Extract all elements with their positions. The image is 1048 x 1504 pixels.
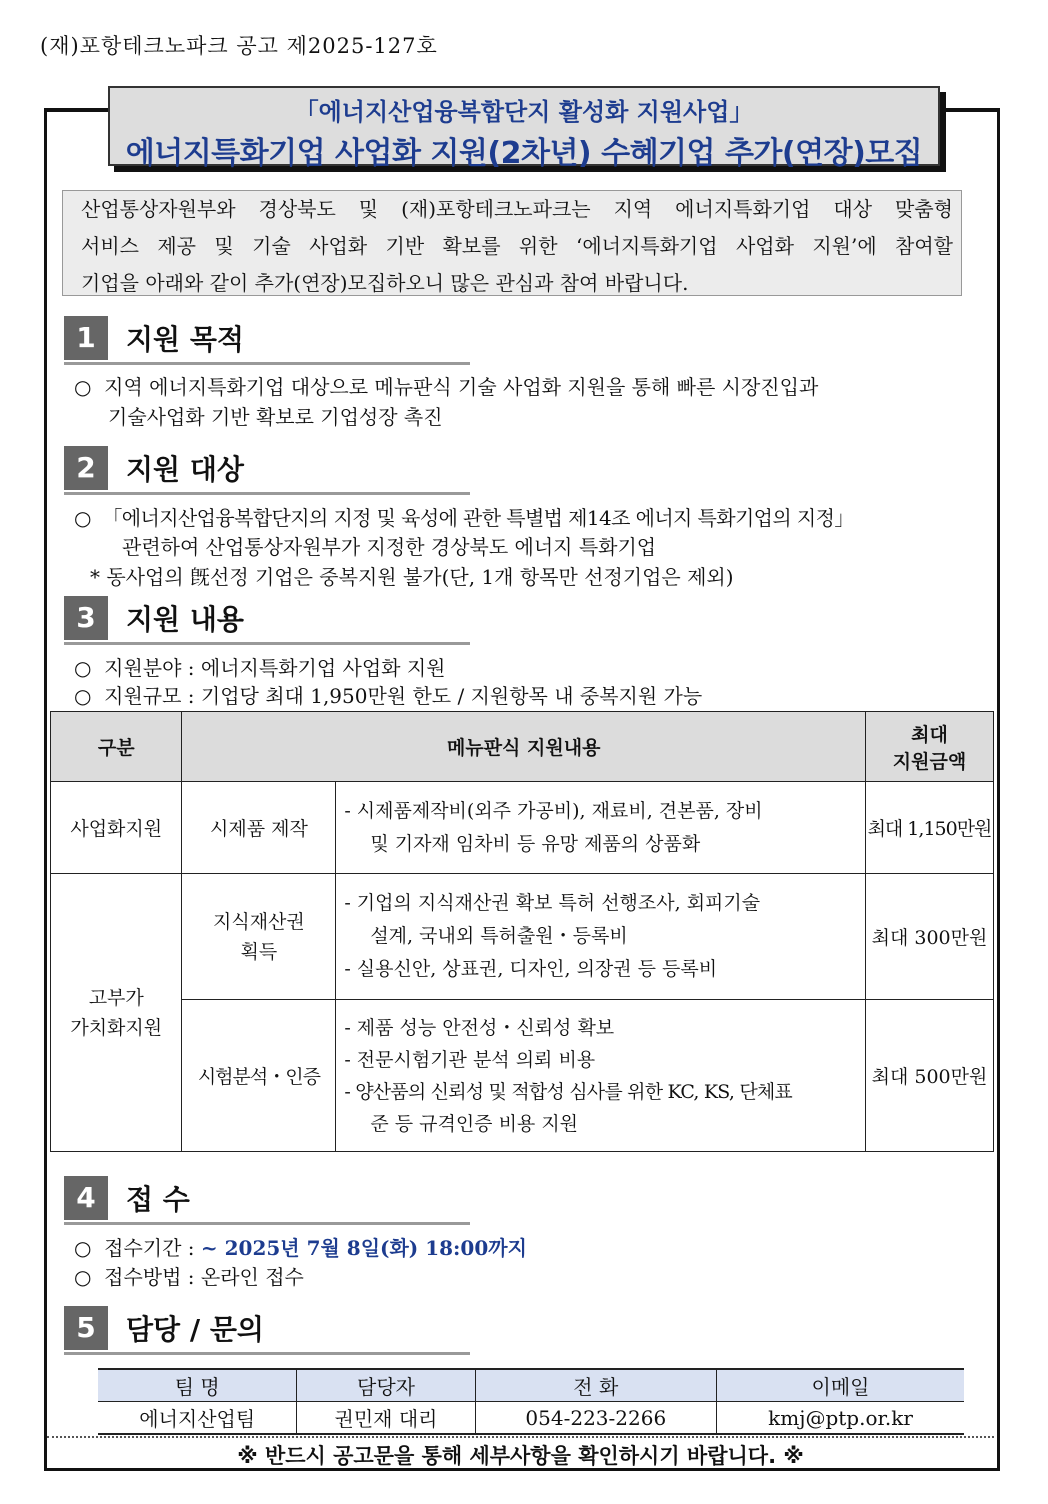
support-table bbox=[50, 711, 994, 1152]
period-label: 접수기간 : bbox=[104, 1236, 201, 1260]
period-value: ~ 2025년 7월 8일(화) 18:00까지 bbox=[200, 1236, 527, 1260]
contact-row bbox=[98, 1402, 964, 1435]
target-text: 「에너지산업융복합단지의 지정 및 육성에 관한 특별법 제14조 에너지 특화기업의 지정」 bbox=[102, 506, 854, 530]
header-category: 구분 bbox=[51, 712, 182, 782]
bullet-icon: ○ bbox=[74, 684, 92, 708]
section-number: 3 bbox=[64, 596, 108, 640]
item-cell bbox=[182, 874, 336, 1000]
desc-line: - 실용신안, 상표권, 디자인, 의장권 등 등록비 bbox=[344, 958, 718, 980]
contact-header-email: 이메일 bbox=[717, 1369, 964, 1402]
intro-box bbox=[62, 190, 962, 296]
bullet-icon: ○ bbox=[74, 656, 92, 680]
reception-period bbox=[74, 1232, 527, 1261]
bullet-icon: ○ bbox=[74, 1236, 92, 1260]
item-line: 획득 bbox=[240, 940, 278, 963]
title-box bbox=[108, 86, 940, 171]
notice-number: (재)포항테크노파크 공고 제2025-127호 bbox=[40, 34, 438, 58]
desc-line: - 제품 성능 안전성・신뢰성 확보 bbox=[344, 1016, 615, 1039]
desc-line: 준 등 규격인증 비용 지원 bbox=[370, 1112, 579, 1135]
section-underline bbox=[64, 492, 470, 495]
purpose-text: 지역 에너지특화기업 대상으로 메뉴판식 기술 사업화 지원을 통해 빠른 시장진입과 bbox=[104, 375, 819, 399]
reception-method bbox=[74, 1261, 304, 1290]
section-title: 지원 대상 bbox=[126, 453, 244, 486]
contact-person: 권민재 대리 bbox=[297, 1402, 475, 1435]
desc-line: 설계, 국내외 특허출원・등록비 bbox=[370, 925, 628, 947]
item-line: 지식재산권 bbox=[213, 910, 305, 933]
title-line-1: 「에너지산업융복합단지 활성화 지원사업」 bbox=[294, 98, 754, 126]
amount-cell: 최대 300만원 bbox=[865, 874, 993, 1000]
table-row bbox=[51, 782, 994, 874]
content-scale-text: 지원규모 : 기업당 최대 1,950만원 한도 / 지원항목 내 중복지원 가능 bbox=[104, 684, 703, 708]
intro-line: 기업을 아래와 같이 추가(연장)모집하오니 많은 관심과 참여 바랍니다. bbox=[81, 271, 689, 295]
contact-table bbox=[98, 1368, 964, 1435]
footer-notice: ※ 반드시 공고문을 통해 세부사항을 확인하시기 바랍니다. ※ bbox=[47, 1436, 994, 1470]
desc-line: 및 기자재 임차비 등 유망 제품의 상품화 bbox=[370, 832, 701, 855]
section-number: 2 bbox=[64, 446, 108, 490]
item-cell: 시험분석・인증 bbox=[182, 1000, 336, 1152]
section-underline bbox=[64, 642, 470, 645]
method-text: 접수방법 : 온라인 접수 bbox=[104, 1265, 304, 1289]
intro-line: 산업통상자원부와 경상북도 및 (재)포항테크노파크는 지역 에너지특화기업 대상 맞춤형 bbox=[81, 197, 953, 221]
purpose-line-1 bbox=[74, 371, 818, 400]
target-line-1 bbox=[74, 502, 854, 531]
title-line-2: 에너지특화기업 사업화 지원(2차년) 수혜기업 추가(연장)모집 bbox=[125, 136, 923, 171]
desc-cell bbox=[336, 782, 866, 874]
item-cell: 시제품 제작 bbox=[182, 782, 336, 874]
category-cell: 사업화지원 bbox=[51, 782, 182, 874]
section-underline bbox=[64, 1352, 470, 1355]
bullet-icon: ○ bbox=[74, 375, 92, 399]
section-underline bbox=[64, 1222, 470, 1225]
purpose-line-2: 기술사업화 기반 확보로 기업성장 촉진 bbox=[108, 405, 443, 429]
table-header-row bbox=[51, 712, 994, 782]
amount-cell: 최대 1,150만원 bbox=[865, 782, 993, 874]
bullet-icon: ○ bbox=[74, 1265, 92, 1289]
desc-line: - 기업의 지식재산권 확보 특허 선행조사, 회피기술 bbox=[344, 892, 761, 914]
section-title: 지원 목적 bbox=[126, 323, 244, 356]
section-number: 1 bbox=[64, 316, 108, 360]
contact-team: 에너지산업팀 bbox=[98, 1402, 297, 1435]
contact-phone[interactable]: 054-223-2266 bbox=[475, 1402, 717, 1435]
header-max-line-1: 최대 bbox=[911, 723, 948, 746]
header-menu: 메뉴판식 지원내용 bbox=[182, 712, 866, 782]
target-note: * 동사업의 旣선정 기업은 중복지원 불가(단, 1개 항목만 선정기업은 제외) bbox=[90, 565, 734, 589]
content-field-text: 지원분야 : 에너지특화기업 사업화 지원 bbox=[104, 656, 446, 680]
desc-line: - 전문시험기관 분석 의뢰 비용 bbox=[344, 1048, 596, 1071]
contact-email[interactable]: kmj@ptp.or.kr bbox=[717, 1402, 964, 1435]
category-cell bbox=[51, 874, 182, 1152]
contact-header-row bbox=[98, 1369, 964, 1402]
contact-header-phone: 전 화 bbox=[475, 1369, 717, 1402]
section-title: 접 수 bbox=[126, 1183, 190, 1216]
target-line-2: 관련하여 산업통상자원부가 지정한 경상북도 에너지 특화기업 bbox=[122, 535, 657, 559]
header-max bbox=[865, 712, 993, 782]
section-title: 담당 / 문의 bbox=[126, 1313, 264, 1346]
desc-cell bbox=[336, 1000, 866, 1152]
content-scale bbox=[74, 680, 702, 709]
content-field bbox=[74, 652, 445, 681]
table-row bbox=[51, 874, 994, 1000]
bullet-icon: ○ bbox=[74, 506, 91, 530]
category-line: 고부가 bbox=[88, 986, 144, 1009]
section-underline bbox=[64, 362, 470, 365]
desc-line: - 양산품의 신뢰성 및 적합성 심사를 위한 KC, KS, 단체표 bbox=[344, 1080, 792, 1103]
desc-line: - 시제품제작비(외주 가공비), 재료비, 견본품, 장비 bbox=[344, 799, 763, 822]
section-title: 지원 내용 bbox=[126, 603, 244, 636]
desc-cell bbox=[336, 874, 866, 1000]
category-line: 가치화지원 bbox=[70, 1016, 163, 1039]
table-row bbox=[51, 1000, 994, 1152]
contact-header-person: 담당자 bbox=[297, 1369, 475, 1402]
amount-cell: 최대 500만원 bbox=[865, 1000, 993, 1152]
section-number: 5 bbox=[64, 1306, 108, 1350]
intro-line: 서비스 제공 및 기술 사업화 기반 확보를 위한 ‘에너지특화기업 사업화 지원’에 참여할 bbox=[81, 234, 953, 258]
contact-header-team: 팀 명 bbox=[98, 1369, 297, 1402]
section-number: 4 bbox=[64, 1176, 108, 1220]
header-max-line-2: 지원금액 bbox=[892, 750, 967, 773]
